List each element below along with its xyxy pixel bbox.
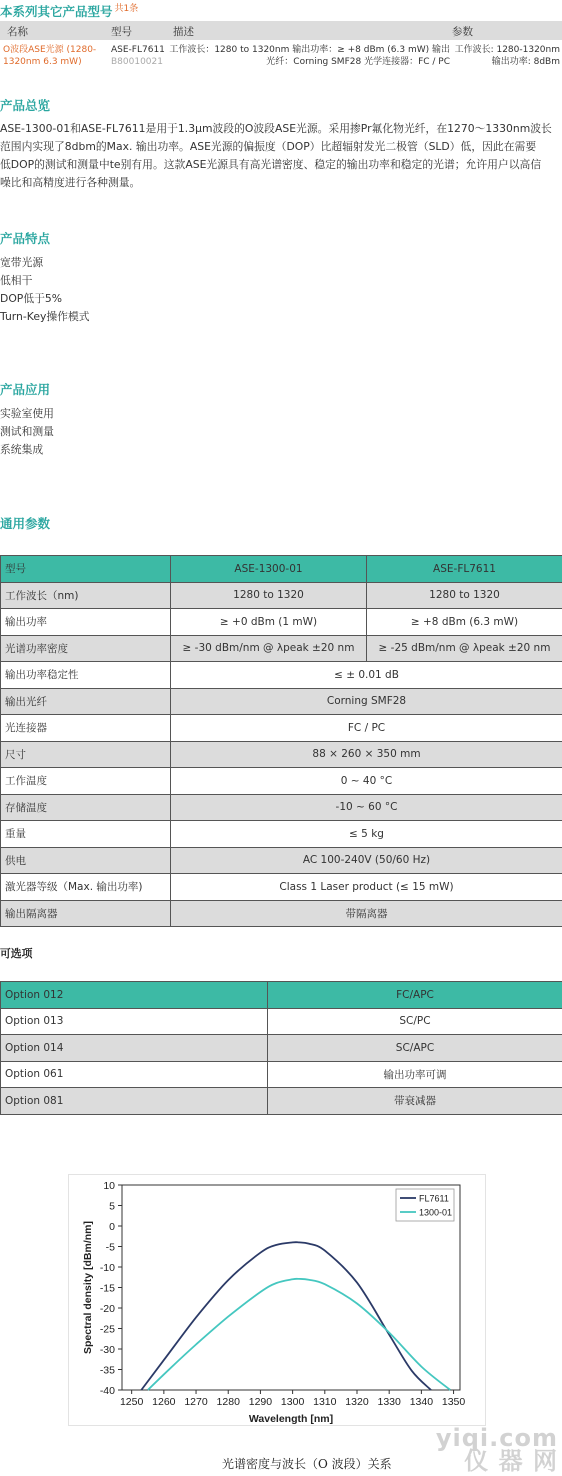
- params-row: [1, 635, 562, 662]
- overview-text: [0, 120, 562, 192]
- y-tick-label: -40: [99, 1385, 115, 1397]
- param-label: 输出光纤: [1, 688, 171, 715]
- options-table: [0, 981, 562, 1115]
- param-value-shared: -10 ~ 60 °C: [171, 794, 562, 821]
- y-tick-label: -30: [99, 1344, 115, 1356]
- param-value-shared: Class 1 Laser product (≤ 15 mW): [171, 874, 562, 901]
- option-code: Option 081: [1, 1088, 268, 1115]
- y-axis-label: Spectral density [dBm/nm]: [82, 1220, 94, 1355]
- x-tick-label: 1340: [409, 1396, 434, 1408]
- params-row: [1, 741, 562, 768]
- param-label: 工作温度: [1, 768, 171, 795]
- params-row: [1, 715, 562, 742]
- params-row: [1, 900, 562, 927]
- option-desc: 带衰减器: [268, 1088, 562, 1115]
- option-row: [1, 1035, 562, 1062]
- series-table-header: [0, 21, 562, 40]
- option-code: Option 014: [1, 1035, 268, 1062]
- overview-title: 产品总览: [0, 98, 51, 113]
- series-product-link[interactable]: O波段ASE光源 (1280-1320nm 6.3 mW): [3, 45, 97, 67]
- params-row: [1, 768, 562, 795]
- overview-line: 低DOP的测试和测量中te别有用。这款ASE光源具有高光谱密度、稳定的输出功率和稳定的光谱；允许用户以高信: [0, 158, 542, 171]
- y-tick-label: -10: [99, 1262, 115, 1274]
- x-tick-label: 1330: [377, 1396, 401, 1408]
- watermark-line: yiqi.com: [435, 1424, 558, 1452]
- application-item: 测试和测量: [0, 425, 54, 438]
- site-watermark: [435, 1424, 558, 1475]
- option-desc: SC/PC: [268, 1008, 562, 1035]
- y-tick-label: 10: [103, 1180, 115, 1192]
- option-desc: FC/APC: [268, 982, 562, 1009]
- param-value-shared: 0 ~ 40 °C: [171, 768, 562, 795]
- x-tick-label: 1300: [280, 1396, 305, 1408]
- y-tick-label: -5: [105, 1241, 115, 1254]
- series-title: 本系列其它产品型号 $^{共1条}$: [0, 4, 139, 20]
- x-tick-label: 1250: [119, 1396, 144, 1408]
- x-tick-label: 1290: [248, 1396, 273, 1408]
- param-value-shared: ≤ ± 0.01 dB: [171, 662, 562, 689]
- series-header-name: 名称: [7, 26, 28, 38]
- series-header-params: 参数: [452, 26, 473, 38]
- params-row: [1, 688, 562, 715]
- option-code: Option 061: [1, 1061, 268, 1088]
- feature-item: 低相干: [0, 274, 33, 287]
- param-value-b: ≥ +8 dBm (6.3 mW): [367, 609, 562, 636]
- params-row: [1, 609, 562, 636]
- option-row: [1, 982, 562, 1009]
- x-tick-label: 1260: [152, 1396, 176, 1408]
- legend-label: 1300-01: [419, 1207, 453, 1218]
- feature-item: 宽带光源: [0, 256, 44, 269]
- option-desc: 输出功率可调: [268, 1061, 562, 1088]
- param-label: 供电: [1, 847, 171, 874]
- series-row[interactable]: [0, 41, 562, 74]
- param-value-a: 1280 to 1320: [171, 582, 367, 609]
- param-label: 工作波长（nm): [1, 582, 171, 609]
- features-title: 产品特点: [0, 231, 51, 246]
- param-label: 光谱功率密度: [1, 635, 171, 662]
- params-header-row: [1, 556, 562, 583]
- option-row: [1, 1008, 562, 1035]
- x-axis-label: Wavelength [nm]: [248, 1413, 334, 1425]
- param-label: 输出隔离器: [1, 900, 171, 927]
- overview-line: 噪比和高精度进行各种测量。: [0, 176, 141, 189]
- param-label: 重量: [1, 821, 171, 848]
- general-params-title: 通用参数: [0, 516, 51, 531]
- param-label: 光连接器: [1, 715, 171, 742]
- params-row: [1, 874, 562, 901]
- param-value-shared: Corning SMF28: [171, 688, 562, 715]
- option-row: [1, 1061, 562, 1088]
- y-tick-label: -20: [99, 1303, 115, 1315]
- x-tick-label: 1320: [345, 1396, 369, 1408]
- param-value-shared: 带隔离器: [171, 900, 562, 927]
- x-tick-label: 1310: [313, 1396, 337, 1408]
- overview-line: 范围内实现了8dbm的Max. 输出功率。ASE光源的偏振度（DOP）比超辐射发光二极管（SLD）低，因此在需要: [0, 140, 537, 153]
- y-tick-label: -35: [99, 1364, 115, 1377]
- watermark-line: 仪 器 网: [464, 1447, 558, 1475]
- params-row: [1, 582, 562, 609]
- param-label: 激光器等级（Max. 输出功率): [1, 874, 171, 901]
- param-value-shared: ≤ 5 kg: [171, 821, 562, 848]
- param-value-a: ≥ +0 dBm (1 mW): [171, 609, 367, 636]
- overview-line: ASE-1300-01和ASE-FL7611是用于1.3μm波段的O波段ASE光源。采用掺Pr氟化物光纤，在1270～1330nm波长: [0, 122, 552, 135]
- x-tick-label: 1270: [184, 1396, 208, 1408]
- y-tick-label: 0: [109, 1221, 115, 1233]
- series-code: B80010021: [111, 57, 163, 67]
- y-tick-label: -25: [99, 1323, 115, 1336]
- options-title: 可选项: [0, 947, 33, 960]
- application-item: 系统集成: [0, 443, 44, 456]
- feature-item: Turn-Key操作模式: [0, 310, 90, 323]
- series-model: ASE-FL7611: [111, 45, 165, 55]
- legend-label: FL7611: [419, 1193, 449, 1204]
- feature-item: DOP低于5%: [0, 292, 63, 305]
- params-row: [1, 662, 562, 689]
- applications-title: 产品应用: [0, 382, 51, 397]
- param-label: 输出功率: [1, 609, 171, 636]
- param-value-shared: FC / PC: [171, 715, 562, 742]
- params-row: [1, 794, 562, 821]
- param-label: 输出功率稳定性: [1, 662, 171, 689]
- param-value-a: ≥ -30 dBm/nm @ λpeak ±20 nm: [171, 635, 367, 662]
- params-header-model-b: ASE-FL7611: [367, 556, 562, 583]
- params-row: [1, 821, 562, 848]
- option-code: Option 013: [1, 1008, 268, 1035]
- param-value-shared: AC 100-240V (50/60 Hz): [171, 847, 562, 874]
- chart-caption: 光谱密度与波长（O 波段）关系: [222, 1457, 392, 1471]
- application-item: 实验室使用: [0, 407, 54, 420]
- option-code: Option 012: [1, 982, 268, 1009]
- params-header-label: 型号: [1, 556, 171, 583]
- general-params-table: [0, 555, 562, 927]
- series-params: 工作波长: 1280-1320nm 输出功率: 8dBm: [454, 45, 560, 67]
- param-label: 尺寸: [1, 741, 171, 768]
- spectral-chart-frame: [68, 1174, 486, 1426]
- series-header-model: 型号: [111, 26, 132, 38]
- series-description: 工作波长：1280 to 1320nm 输出功率：≥ +8 dBm (6.3 mW) 输出光纤：Corning SMF28 光学连接器：FC / PC: [169, 45, 450, 67]
- y-tick-label: 5: [109, 1200, 115, 1213]
- x-tick-label: 1280: [216, 1396, 240, 1408]
- param-value-b: 1280 to 1320: [367, 582, 562, 609]
- spectral-density-chart: [69, 1175, 487, 1427]
- y-tick-label: -15: [99, 1282, 115, 1295]
- option-desc: SC/APC: [268, 1035, 562, 1062]
- series-header-desc: 描述: [173, 26, 194, 38]
- params-header-model-a: ASE-1300-01: [171, 556, 367, 583]
- params-row: [1, 847, 562, 874]
- param-value-shared: 88 × 260 × 350 mm: [171, 741, 562, 768]
- param-label: 存储温度: [1, 794, 171, 821]
- option-row: [1, 1088, 562, 1115]
- series-count: 共1条: [114, 4, 139, 14]
- param-value-b: ≥ -25 dBm/nm @ λpeak ±20 nm: [367, 635, 562, 662]
- x-tick-label: 1350: [441, 1396, 466, 1408]
